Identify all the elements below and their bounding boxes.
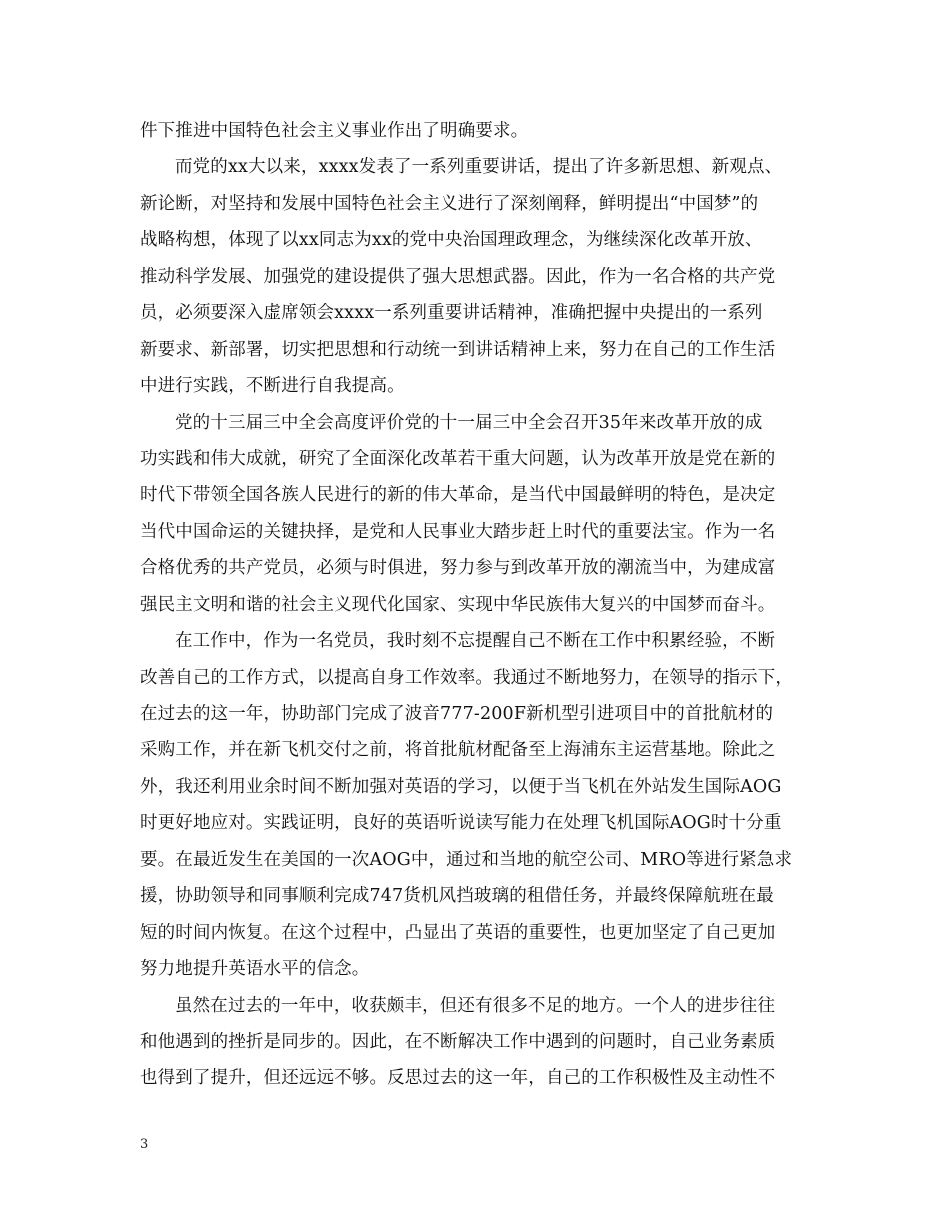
text-line: 要。在最近发生在美国的一次AOG中，通过和当地的航空公司、MRO等进行紧急求 — [140, 849, 793, 870]
text-line: 推动科学发展、加强党的建设提供了强大思想武器。因此，作为一名合格的共产党 — [140, 266, 776, 287]
text-line: 短的时间内恢复。在这个过程中，凸显出了英语的重要性，也更加坚定了自己更加 — [140, 922, 776, 943]
text-line: 功实践和伟大成就，研究了全面深化改革若干重大问题，认为改革开放是党在新的 — [140, 448, 776, 469]
text-line: 也得到了提升，但还远远不够。反思过去的这一年，自己的工作积极性及主动性不 — [140, 1068, 776, 1089]
text-line: 战略构想，体现了以xx同志为xx的党中央治国理政理念，为继续深化改革开放、 — [140, 230, 763, 251]
text-line: 虽然在过去的一年中，收获颇丰，但还有很多不足的地方。一个人的进步往往 — [175, 995, 776, 1016]
text-line: 新要求、新部署，切实把思想和行动统一到讲话精神上来，努力在自己的工作生活 — [140, 339, 776, 360]
text-line: 合格优秀的共产党员，必须与时俱进，努力参与到改革开放的潮流当中，为建成富 — [140, 558, 776, 579]
text-line: 采购工作，并在新飞机交付之前，将首批航材配备至上海浦东主运营基地。除此之 — [140, 740, 776, 761]
text-line: 改善自己的工作方式，以提高自身工作效率。我通过不断地努力，在领导的指示下， — [140, 667, 794, 688]
text-line: 新论断，对坚持和发展中国特色社会主义进行了深刻阐释，鲜明提出“中国梦”的 — [140, 193, 759, 214]
text-line: 强民主文明和谐的社会主义现代化国家、实现中华民族伟大复兴的中国梦而奋斗。 — [140, 594, 776, 615]
text-line: 当代中国命运的关键抉择，是党和人民事业大踏步赶上时代的重要法宝。作为一名 — [140, 521, 776, 542]
text-line: 在工作中，作为一名党员，我时刻不忘提醒自己不断在工作中积累经验，不断 — [175, 631, 776, 652]
text-line: 时更好地应对。实践证明，良好的英语听说读写能力在处理飞机国际AOG时十分重 — [140, 813, 782, 834]
text-line: 努力地提升英语水平的信念。 — [140, 959, 370, 980]
text-line: 和他遇到的挫折是同步的。因此，在不断解决工作中遇到的问题时，自己业务素质 — [140, 1031, 776, 1052]
text-line: 时代下带领全国各族人民进行的新的伟大革命，是当代中国最鲜明的特色，是决定 — [140, 485, 776, 506]
text-line: 而党的xx大以来，xxxx发表了一系列重要讲话，提出了许多新思想、新观点、 — [175, 157, 783, 178]
text-line: 党的十三届三中全会高度评价党的十一届三中全会召开35年来改革开放的成 — [175, 412, 763, 433]
text-line: 件下推进中国特色社会主义事业作出了明确要求。 — [140, 121, 529, 141]
text-line: 员，必须要深入虚席领会xxxx一系列重要讲话精神，准确把握中央提出的一系列 — [140, 303, 763, 324]
text-line: 援，协助领导和同事顺利完成747货机风挡玻璃的租借任务，并最终保障航班在最 — [140, 886, 774, 907]
page-number: 3 — [140, 1137, 149, 1152]
text-line: 中进行实践，不断进行自我提高。 — [140, 376, 405, 397]
text-line: 外，我还利用业余时间不断加强对英语的学习，以便于当飞机在外站发生国际AOG — [140, 776, 782, 797]
body-text — [140, 113, 815, 1097]
text-line: 在过去的这一年，协助部门完成了波音777-200F新机型引进项目中的首批航材的 — [140, 704, 774, 724]
